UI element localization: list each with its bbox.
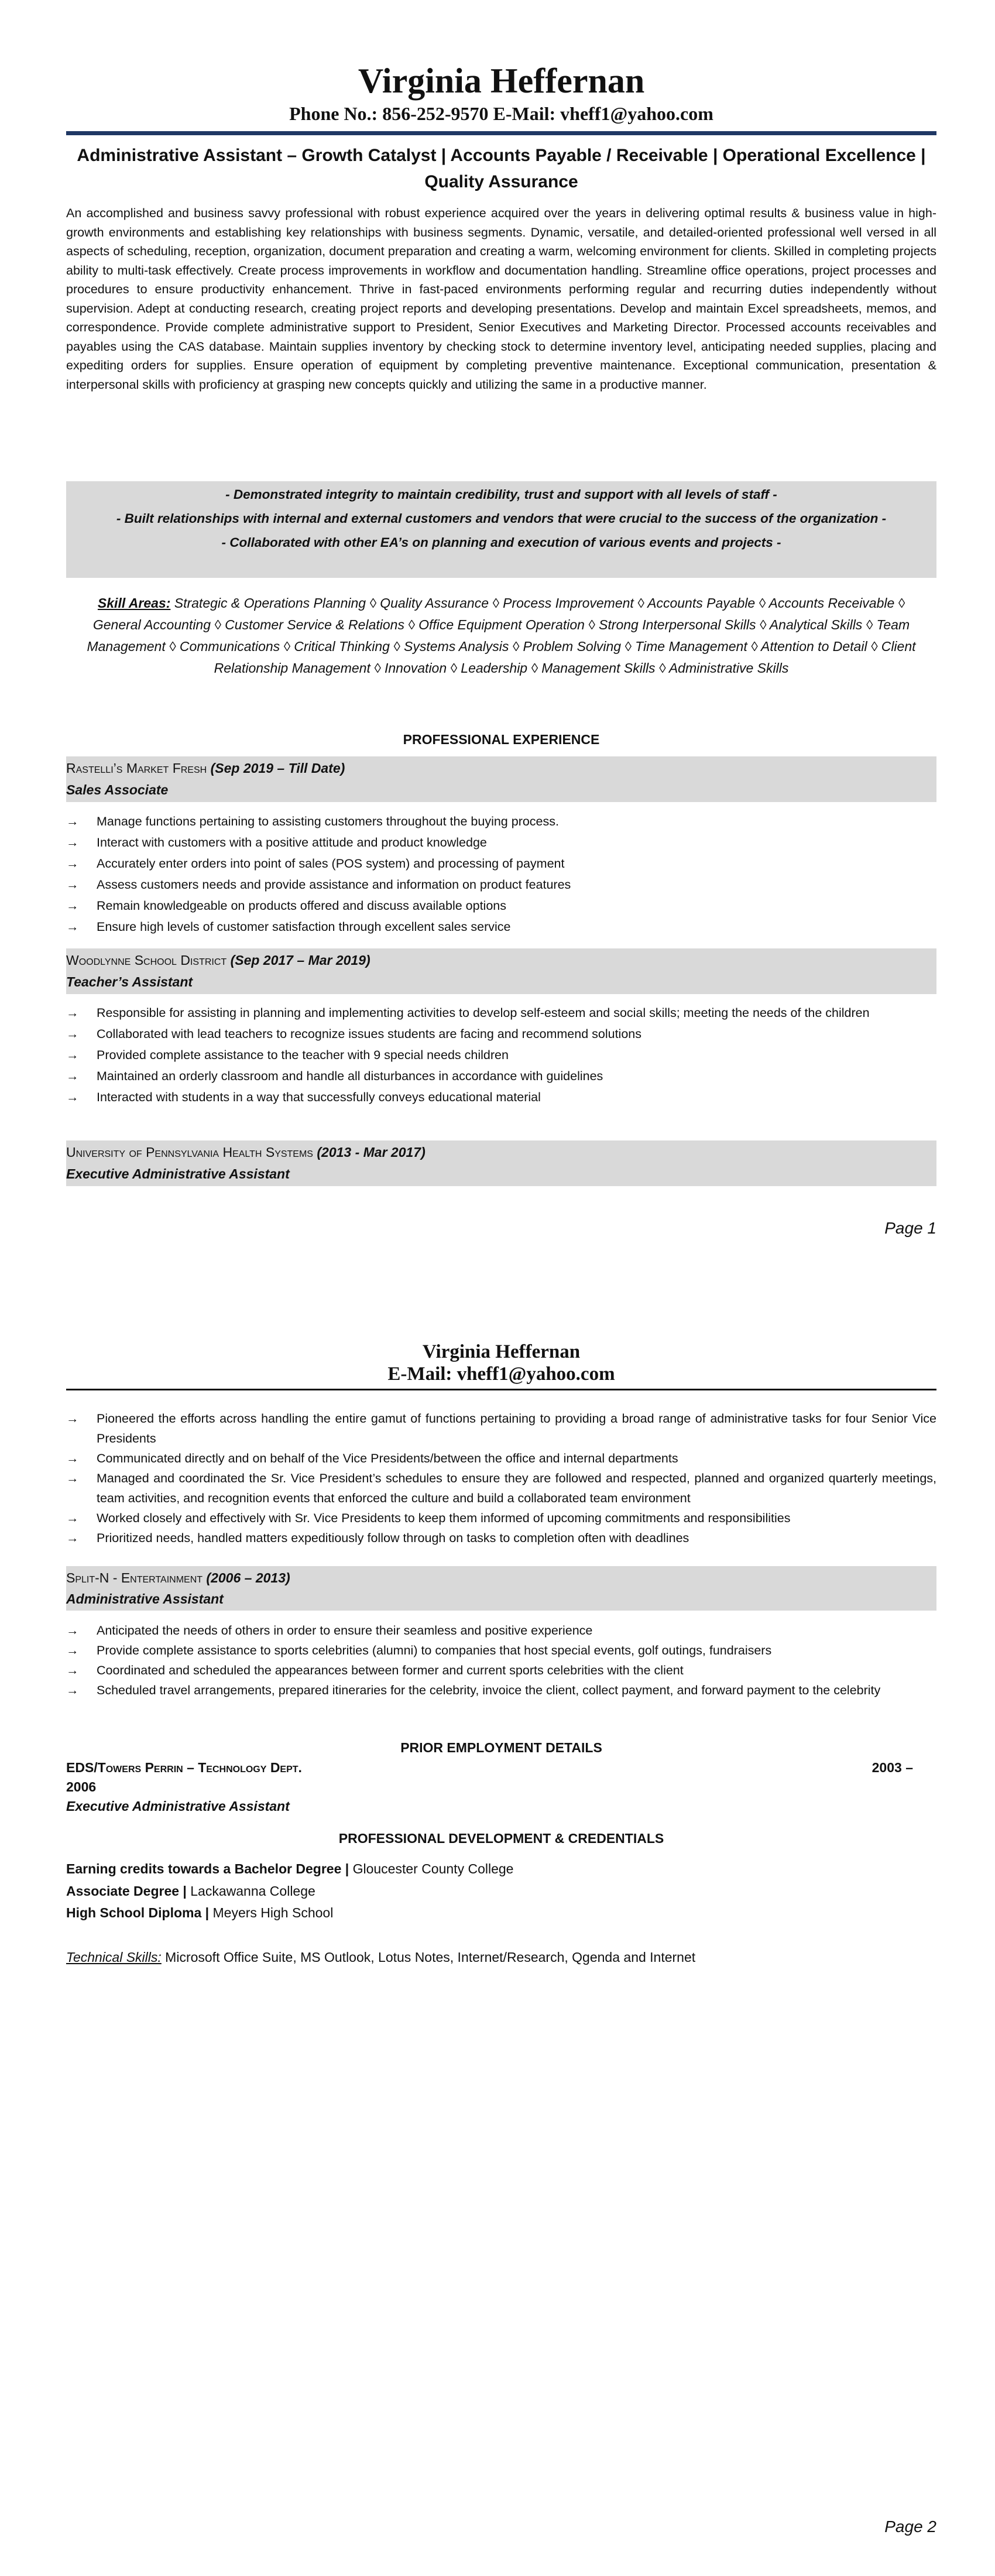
- arrow-icon: →: [66, 1643, 79, 1657]
- list-item: → Anticipated the needs of others in order to ensure their seamless and positive experience: [66, 1621, 936, 1640]
- arrow-icon: →: [66, 878, 79, 892]
- arrow-icon: →: [66, 899, 79, 913]
- list-item: → Provide complete assistance to sports celebrities (alumni) to companies that host special events, golf outings, fundraisers: [66, 1640, 936, 1660]
- education-item: High School Diploma | Meyers High School: [66, 1905, 334, 1920]
- job-role: Administrative Assistant: [66, 1591, 224, 1606]
- prior-job: [66, 1758, 936, 1816]
- arrow-icon: →: [66, 1663, 79, 1677]
- job-bullets: [66, 1002, 936, 1108]
- education-list: [66, 1858, 936, 1924]
- job-bullets: [66, 1621, 936, 1700]
- job-company: Rastelli’s Market Fresh: [66, 761, 207, 776]
- prior-dates-start: 2003 –: [872, 1760, 913, 1775]
- education-item: Earning credits towards a Bachelor Degree | Gloucester County College: [66, 1861, 514, 1876]
- list-item: → Managed and coordinated the Sr. Vice President’s schedules to ensure they are followed and respected, planned and organized quarterly meetings, team activities, and recognition events that enforced the culture and build a collaborated team environment: [66, 1468, 936, 1508]
- technical-skills-list: Microsoft Office Suite, MS Outlook, Lotus Notes, Internet/Research, Qgenda and Internet: [165, 1950, 696, 1965]
- page2-name: Virginia Heffernan: [422, 1341, 581, 1362]
- job-header: [66, 756, 936, 802]
- highlight-item: - Demonstrated integrity to maintain credibility, trust and support with all levels of staff -: [225, 487, 777, 502]
- job-bullets: [66, 1409, 936, 1548]
- job-company: University of Pennsylvania Health Systems: [66, 1145, 313, 1160]
- page-number: Page 2: [884, 2517, 936, 2536]
- list-item: → Assess customers needs and provide assistance and information on product features: [66, 874, 936, 895]
- arrow-icon: →: [66, 1511, 79, 1525]
- list-item: → Remain knowledgeable on products offered and discuss available options: [66, 895, 936, 916]
- job-role: Sales Associate: [66, 782, 169, 797]
- list-item: → Ensure high levels of customer satisfaction through excellent sales service: [66, 916, 936, 937]
- job-bullets: [66, 811, 936, 937]
- list-item: → Provided complete assistance to the teacher with 9 special needs children: [66, 1044, 936, 1066]
- job-company: Split-N - Entertainment: [66, 1570, 203, 1585]
- arrow-icon: →: [66, 920, 79, 934]
- headline-line-1: Administrative Assistant – Growth Catalyst | Accounts Payable / Receivable | Operational Excellence |: [77, 146, 926, 165]
- highlights-box: [66, 481, 936, 578]
- headline-line-2: Quality Assurance: [424, 172, 578, 191]
- arrow-icon: →: [66, 1683, 79, 1697]
- list-item: → Manage functions pertaining to assisting customers throughout the buying process.: [66, 811, 936, 832]
- job-dates: (Sep 2019 – Till Date): [210, 761, 345, 776]
- job-role: Executive Administrative Assistant: [66, 1166, 290, 1181]
- list-item: → Pioneered the efforts across handling the entire gamut of functions pertaining to providing a broad range of administrative tasks for four Senior Vice Presidents: [66, 1409, 936, 1448]
- list-item: → Interact with customers with a positive attitude and product knowledge: [66, 832, 936, 853]
- list-item: → Accurately enter orders into point of sales (POS system) and processing of payment: [66, 853, 936, 874]
- highlight-item: - Built relationships with internal and external customers and vendors that were crucial to the success of the organization -: [116, 511, 887, 526]
- arrow-icon: →: [66, 1412, 79, 1426]
- list-item: → Collaborated with lead teachers to recognize issues students are facing and recommend solutions: [66, 1023, 936, 1044]
- skill-areas-label: Skill Areas:: [97, 595, 171, 611]
- arrow-icon: →: [66, 1006, 79, 1020]
- prior-dates-end: 2006: [66, 1779, 97, 1794]
- arrow-icon: →: [66, 1027, 79, 1041]
- skill-areas-list: Strategic & Operations Planning ◊ Quality Assurance ◊ Process Improvement ◊ Accounts Payable ◊ Accounts Receivable ◊ General Accounting ◊ Customer Service & Relations ◊ Office Equipment Operation ◊ Strong Interpersonal Skills ◊ Analytical Skills ◊ Team Management ◊ Communications ◊ Critical Thinking ◊ Systems Analysis ◊ Problem Solving ◊ Time Management ◊ Attention to Detail ◊ Client Relationship Management ◊ Innovation ◊ Leadership ◊ Management Skills ◊ Administrative Skills: [87, 595, 916, 676]
- headline: [66, 142, 936, 195]
- arrow-icon: →: [66, 857, 79, 871]
- candidate-name: Virginia Heffernan: [358, 61, 645, 100]
- job-dates: (2006 – 2013): [206, 1570, 290, 1585]
- list-item: → Responsible for assisting in planning and implementing activities to develop self-esteem and social skills; meeting the needs of the children: [66, 1002, 936, 1023]
- list-item: → Scheduled travel arrangements, prepared itineraries for the celebrity, invoice the client, collect payment, and forward payment to the celebrity: [66, 1680, 936, 1700]
- list-item: → Prioritized needs, handled matters expeditiously follow through on tasks to completion often with deadlines: [66, 1528, 936, 1548]
- list-item: → Interacted with students in a way that successfully conveys educational material: [66, 1087, 936, 1108]
- list-item: → Coordinated and scheduled the appearances between former and current sports celebrities with the client: [66, 1660, 936, 1680]
- list-item: → Maintained an orderly classroom and handle all disturbances in accordance with guidelines: [66, 1066, 936, 1087]
- list-item: → Worked closely and effectively with Sr. Vice Presidents to keep them informed of upcoming commitments and responsibilities: [66, 1508, 936, 1528]
- arrow-icon: →: [66, 1451, 79, 1465]
- arrow-icon: →: [66, 1048, 79, 1062]
- arrow-icon: →: [66, 1531, 79, 1545]
- job-header: [66, 1566, 936, 1611]
- job-role: Teacher’s Assistant: [66, 974, 193, 989]
- section-title-experience: PROFESSIONAL EXPERIENCE: [403, 732, 600, 747]
- arrow-icon: →: [66, 835, 79, 849]
- education-item: Associate Degree | Lackawanna College: [66, 1883, 315, 1899]
- prior-role: Executive Administrative Assistant: [66, 1799, 290, 1814]
- professional-summary: An accomplished and business savvy professional with robust experience acquired over the years in delivering optimal results & business value in high-growth environments and establishing key relationships with business segments. Dynamic, versatile, and detailed-oriented professional well versed in all aspects of scheduling, reception, organization, document preparation and creating a warm, welcoming environment for clients. Skilled in completing projects ability to multi-task effectively. Create process improvements in workflow and documentation handling. Streamline office operations, project processes and procedures to ensure productivity enhancement. Thrive in fast-paced environments performing regular and recurring duties independently without supervision. Adept at conducting research, creating project reports and developing presentations. Develop and maintain Excel spreadsheets, memos, and correspondence. Provide complete administrative support to President, Senior Executives and Marketing Director. Processed accounts receivables and payables using the CAS database. Maintain supplies inventory by checking stock to determine inventory level, anticipating needed supplies, placing and expediting orders for supplies. Ensure operation of equipment by completing preventive maintenance. Exceptional communication, presentation & interpersonal skills with proficiency at grasping new concepts quickly and utilizing the same in a productive manner.: [66, 206, 936, 392]
- job-company: Woodlynne School District: [66, 953, 227, 968]
- header-divider: [66, 131, 936, 135]
- job-header: [66, 948, 936, 994]
- page2-email: E-Mail: vheff1@yahoo.com: [387, 1364, 615, 1385]
- section-title-credentials: PROFESSIONAL DEVELOPMENT & CREDENTIALS: [338, 1831, 664, 1846]
- arrow-icon: →: [66, 1090, 79, 1104]
- skill-areas: [66, 592, 936, 679]
- section-title-prior-employment: PRIOR EMPLOYMENT DETAILS: [400, 1740, 602, 1755]
- technical-skills-label: Technical Skills:: [66, 1950, 162, 1965]
- arrow-icon: →: [66, 814, 79, 828]
- list-item: → Communicated directly and on behalf of the Vice Presidents/between the office and internal departments: [66, 1448, 936, 1468]
- technical-skills: [66, 1947, 936, 1969]
- contact-line: Phone No.: 856-252-9570 E-Mail: vheff1@yahoo.com: [289, 103, 713, 124]
- prior-company: EDS/Towers Perrin – Technology Dept.: [66, 1760, 302, 1775]
- page2-divider: [66, 1389, 936, 1390]
- job-dates: (2013 - Mar 2017): [317, 1145, 426, 1160]
- highlight-item: - Collaborated with other EA’s on planning and execution of various events and projects -: [221, 535, 781, 550]
- job-dates: (Sep 2017 – Mar 2019): [230, 953, 370, 968]
- arrow-icon: →: [66, 1623, 79, 1638]
- arrow-icon: →: [66, 1471, 79, 1485]
- arrow-icon: →: [66, 1069, 79, 1083]
- job-header: [66, 1140, 936, 1186]
- page-number: Page 1: [884, 1219, 936, 1237]
